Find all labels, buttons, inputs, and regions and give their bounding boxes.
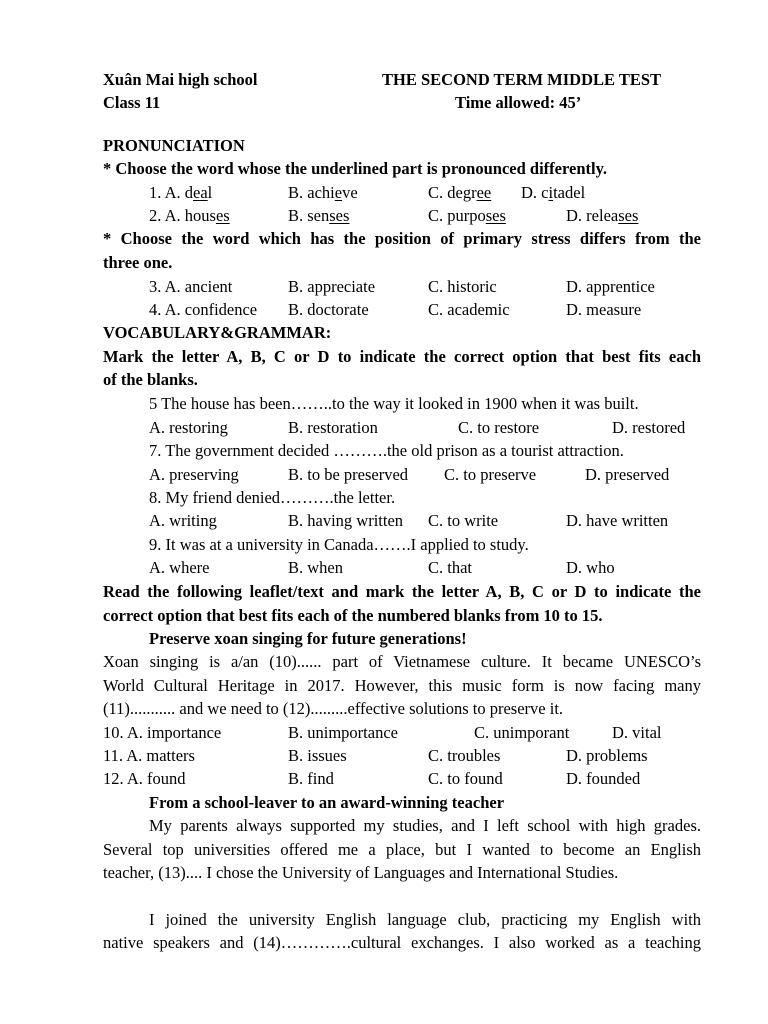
question-5-stem: 5 The house has been……..to the way it looked in 1900 when it was built.	[149, 394, 639, 413]
question-9-option-c: C. that	[428, 558, 472, 577]
question-7-option-c: C. to preserve	[444, 465, 537, 484]
story-paragraph-1-line-1: My parents always supported my studies, and I left school with high grades.	[149, 816, 701, 835]
story-paragraph-1-line-3: teacher, (13).... I chose the University of Languages and International Studies.	[103, 863, 619, 882]
question-7-stem: 7. The government decided ……….the old prison as a tourist attraction.	[149, 441, 624, 460]
question-8-option-c: C. to write	[428, 511, 499, 530]
question-10-option-c: C. unimporant	[474, 723, 570, 742]
leaflet-title: Preserve xoan singing for future generations!	[149, 629, 467, 648]
question-3-option-b: B. appreciate	[288, 277, 376, 296]
time-allowed: Time allowed: 45’	[455, 93, 582, 112]
question-9-stem: 9. It was at a university in Canada…….I applied to study.	[149, 535, 529, 554]
leaflet-line-2: World Cultural Heritage in 2017. However, this music form is now facing many	[103, 676, 701, 695]
question-1-option-b: B. achieve	[288, 183, 358, 202]
question-12-option-a: 12. A. found	[103, 769, 186, 788]
question-9-option-d: D. who	[566, 558, 615, 577]
question-10-option-b: B. unimportance	[288, 723, 398, 742]
question-2-option-a: 2. A. houses	[149, 206, 230, 225]
question-3-option-a: 3. A. ancient	[149, 277, 233, 296]
section-heading-vocabulary: VOCABULARY&GRAMMAR:	[103, 323, 332, 342]
question-5-option-d: D. restored	[612, 418, 686, 437]
question-5-option-c: C. to restore	[458, 418, 540, 437]
question-12-option-c: C. to found	[428, 769, 503, 788]
question-11-option-a: 11. A. matters	[103, 746, 195, 765]
question-11-option-c: C. troubles	[428, 746, 501, 765]
question-7-option-d: D. preserved	[585, 465, 670, 484]
question-1-option-c: C. degree	[428, 183, 492, 202]
instruction-reading-line-2: correct option that best fits each of the numbered blanks from 10 to 15.	[103, 606, 603, 625]
story-paragraph-2-line-2: native speakers and (14)………….cultural exchanges. I also worked as a teaching	[103, 933, 701, 952]
story-paragraph-1-line-2: Several top universities offered me a place, but I wanted to become an English	[103, 840, 701, 859]
question-10-option-a: 10. A. importance	[103, 723, 222, 742]
school-name: Xuân Mai high school	[103, 70, 258, 89]
question-9-option-b: B. when	[288, 558, 343, 577]
instruction-stress-line-1: * Choose the word which has the position of primary stress differs from the	[103, 229, 701, 248]
question-5-option-b: B. restoration	[288, 418, 378, 437]
question-4-option-b: B. doctorate	[288, 300, 369, 319]
story-title: From a school-leaver to an award-winning teacher	[149, 793, 505, 812]
question-1-option-a: 1. A. deal	[149, 183, 213, 202]
instruction-underlined: * Choose the word whose the underlined part is pronounced differently.	[103, 159, 608, 178]
question-12-option-d: D. founded	[566, 769, 641, 788]
question-12-option-b: B. find	[288, 769, 334, 788]
leaflet-line-3: (11)........... and we need to (12).........effective solutions to preserve it.	[103, 699, 564, 718]
instruction-reading-line-1: Read the following leaflet/text and mark the letter A, B, C or D to indicate the	[103, 582, 701, 601]
question-4-option-a: 4. A. confidence	[149, 300, 258, 319]
question-8-option-b: B. having written	[288, 511, 404, 530]
question-3-option-d: D. apprentice	[566, 277, 655, 296]
question-8-stem: 8. My friend denied……….the letter.	[149, 488, 396, 507]
instruction-vocab-line-1: Mark the letter A, B, C or D to indicate the correct option that best fits each	[103, 347, 701, 366]
question-10-option-d: D. vital	[612, 723, 662, 742]
question-7-option-b: B. to be preserved	[288, 465, 409, 484]
question-9-option-a: A. where	[149, 558, 210, 577]
leaflet-line-1: Xoan singing is a/an (10)...... part of Vietnamese culture. It became UNESCO’s	[103, 652, 701, 671]
question-11-option-d: D. problems	[566, 746, 648, 765]
question-8-option-a: A. writing	[149, 511, 217, 530]
question-1-option-d: D. citadel	[521, 183, 586, 202]
question-2-option-b: B. senses	[288, 206, 350, 225]
question-2-option-c: C. purposes	[428, 206, 506, 225]
story-paragraph-2-line-1: I joined the university English language club, practicing my English with	[149, 910, 701, 929]
question-2-option-d: D. releases	[566, 206, 639, 225]
question-8-option-d: D. have written	[566, 511, 669, 530]
class-label: Class 11	[103, 93, 161, 112]
question-4-option-d: D. measure	[566, 300, 642, 319]
question-11-option-b: B. issues	[288, 746, 347, 765]
question-4-option-c: C. academic	[428, 300, 510, 319]
instruction-vocab-line-2: of the blanks.	[103, 370, 198, 389]
question-5-option-a: A. restoring	[149, 418, 228, 437]
test-title: THE SECOND TERM MIDDLE TEST	[382, 70, 662, 89]
question-3-option-c: C. historic	[428, 277, 497, 296]
section-heading-pronunciation: PRONUNCIATION	[103, 136, 245, 155]
question-7-option-a: A. preserving	[149, 465, 239, 484]
instruction-stress-line-2: three one.	[103, 253, 173, 272]
